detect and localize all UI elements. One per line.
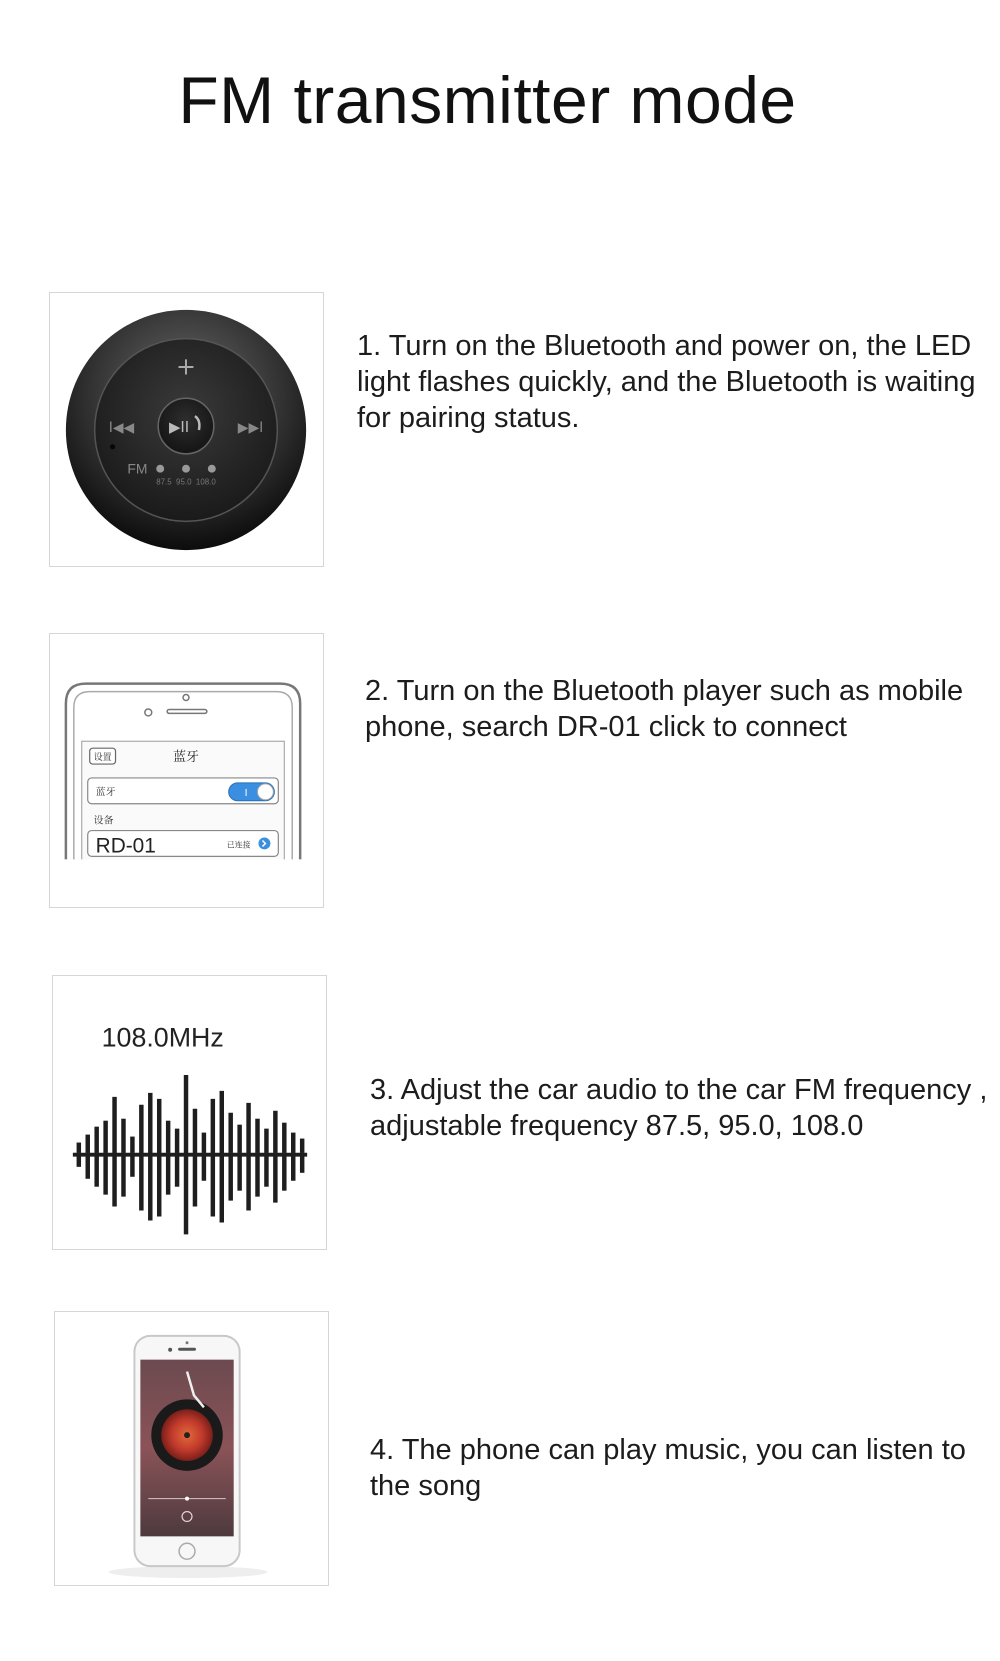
frequency-labels: 87.5 95.0 108.0 (156, 477, 216, 487)
frequency-label: 108.0MHz (101, 1022, 224, 1053)
plus-icon: + (176, 352, 196, 381)
device-status: 已连接 (226, 840, 251, 850)
next-icon: ▶▶I (237, 419, 264, 436)
svg-text:设置: 设置 (93, 753, 112, 764)
frequency-image (52, 975, 327, 1250)
page-title: FM transmitter mode (178, 63, 797, 137)
play-pause-icon: ▶II (168, 417, 190, 436)
step-1-text: 1. Turn on the Bluetooth and power on, the LED light flashes quickly, and the Bluetooth is waiting for pairing status. (357, 330, 976, 434)
fm-label: FM (127, 460, 148, 477)
svg-text:设备: 设备 (93, 815, 114, 827)
led-indicator (110, 444, 115, 449)
svg-text:蓝牙: 蓝牙 (95, 786, 116, 798)
step-2-text: 2. Turn on the Bluetooth player such as mobile phone, search DR-01 click to connect (365, 675, 964, 743)
phone-speaker (167, 709, 207, 713)
svg-text:I: I (244, 787, 248, 799)
frequency-illustration (53, 976, 326, 1249)
phone-bluetooth-image (49, 633, 324, 908)
fm-transmitter-illustration (50, 293, 323, 566)
phone-camera (183, 695, 189, 701)
phone-sensor (145, 709, 152, 716)
header-title: 蓝牙 (173, 750, 199, 766)
device-image (49, 292, 324, 567)
prev-icon: I◀◀ (108, 419, 135, 436)
device-name: RD-01 (95, 834, 156, 858)
phone-bluetooth-illustration (50, 634, 323, 907)
step-3-text: 3. Adjust the car audio to the car FM frequency , adjustable frequency 87.5, 95.0, 108.0 (370, 1074, 988, 1142)
step-4-text: 4. The phone can play music, you can listen to the song (370, 1434, 966, 1502)
music-phone-illustration (55, 1312, 328, 1585)
music-phone-image (54, 1311, 329, 1586)
